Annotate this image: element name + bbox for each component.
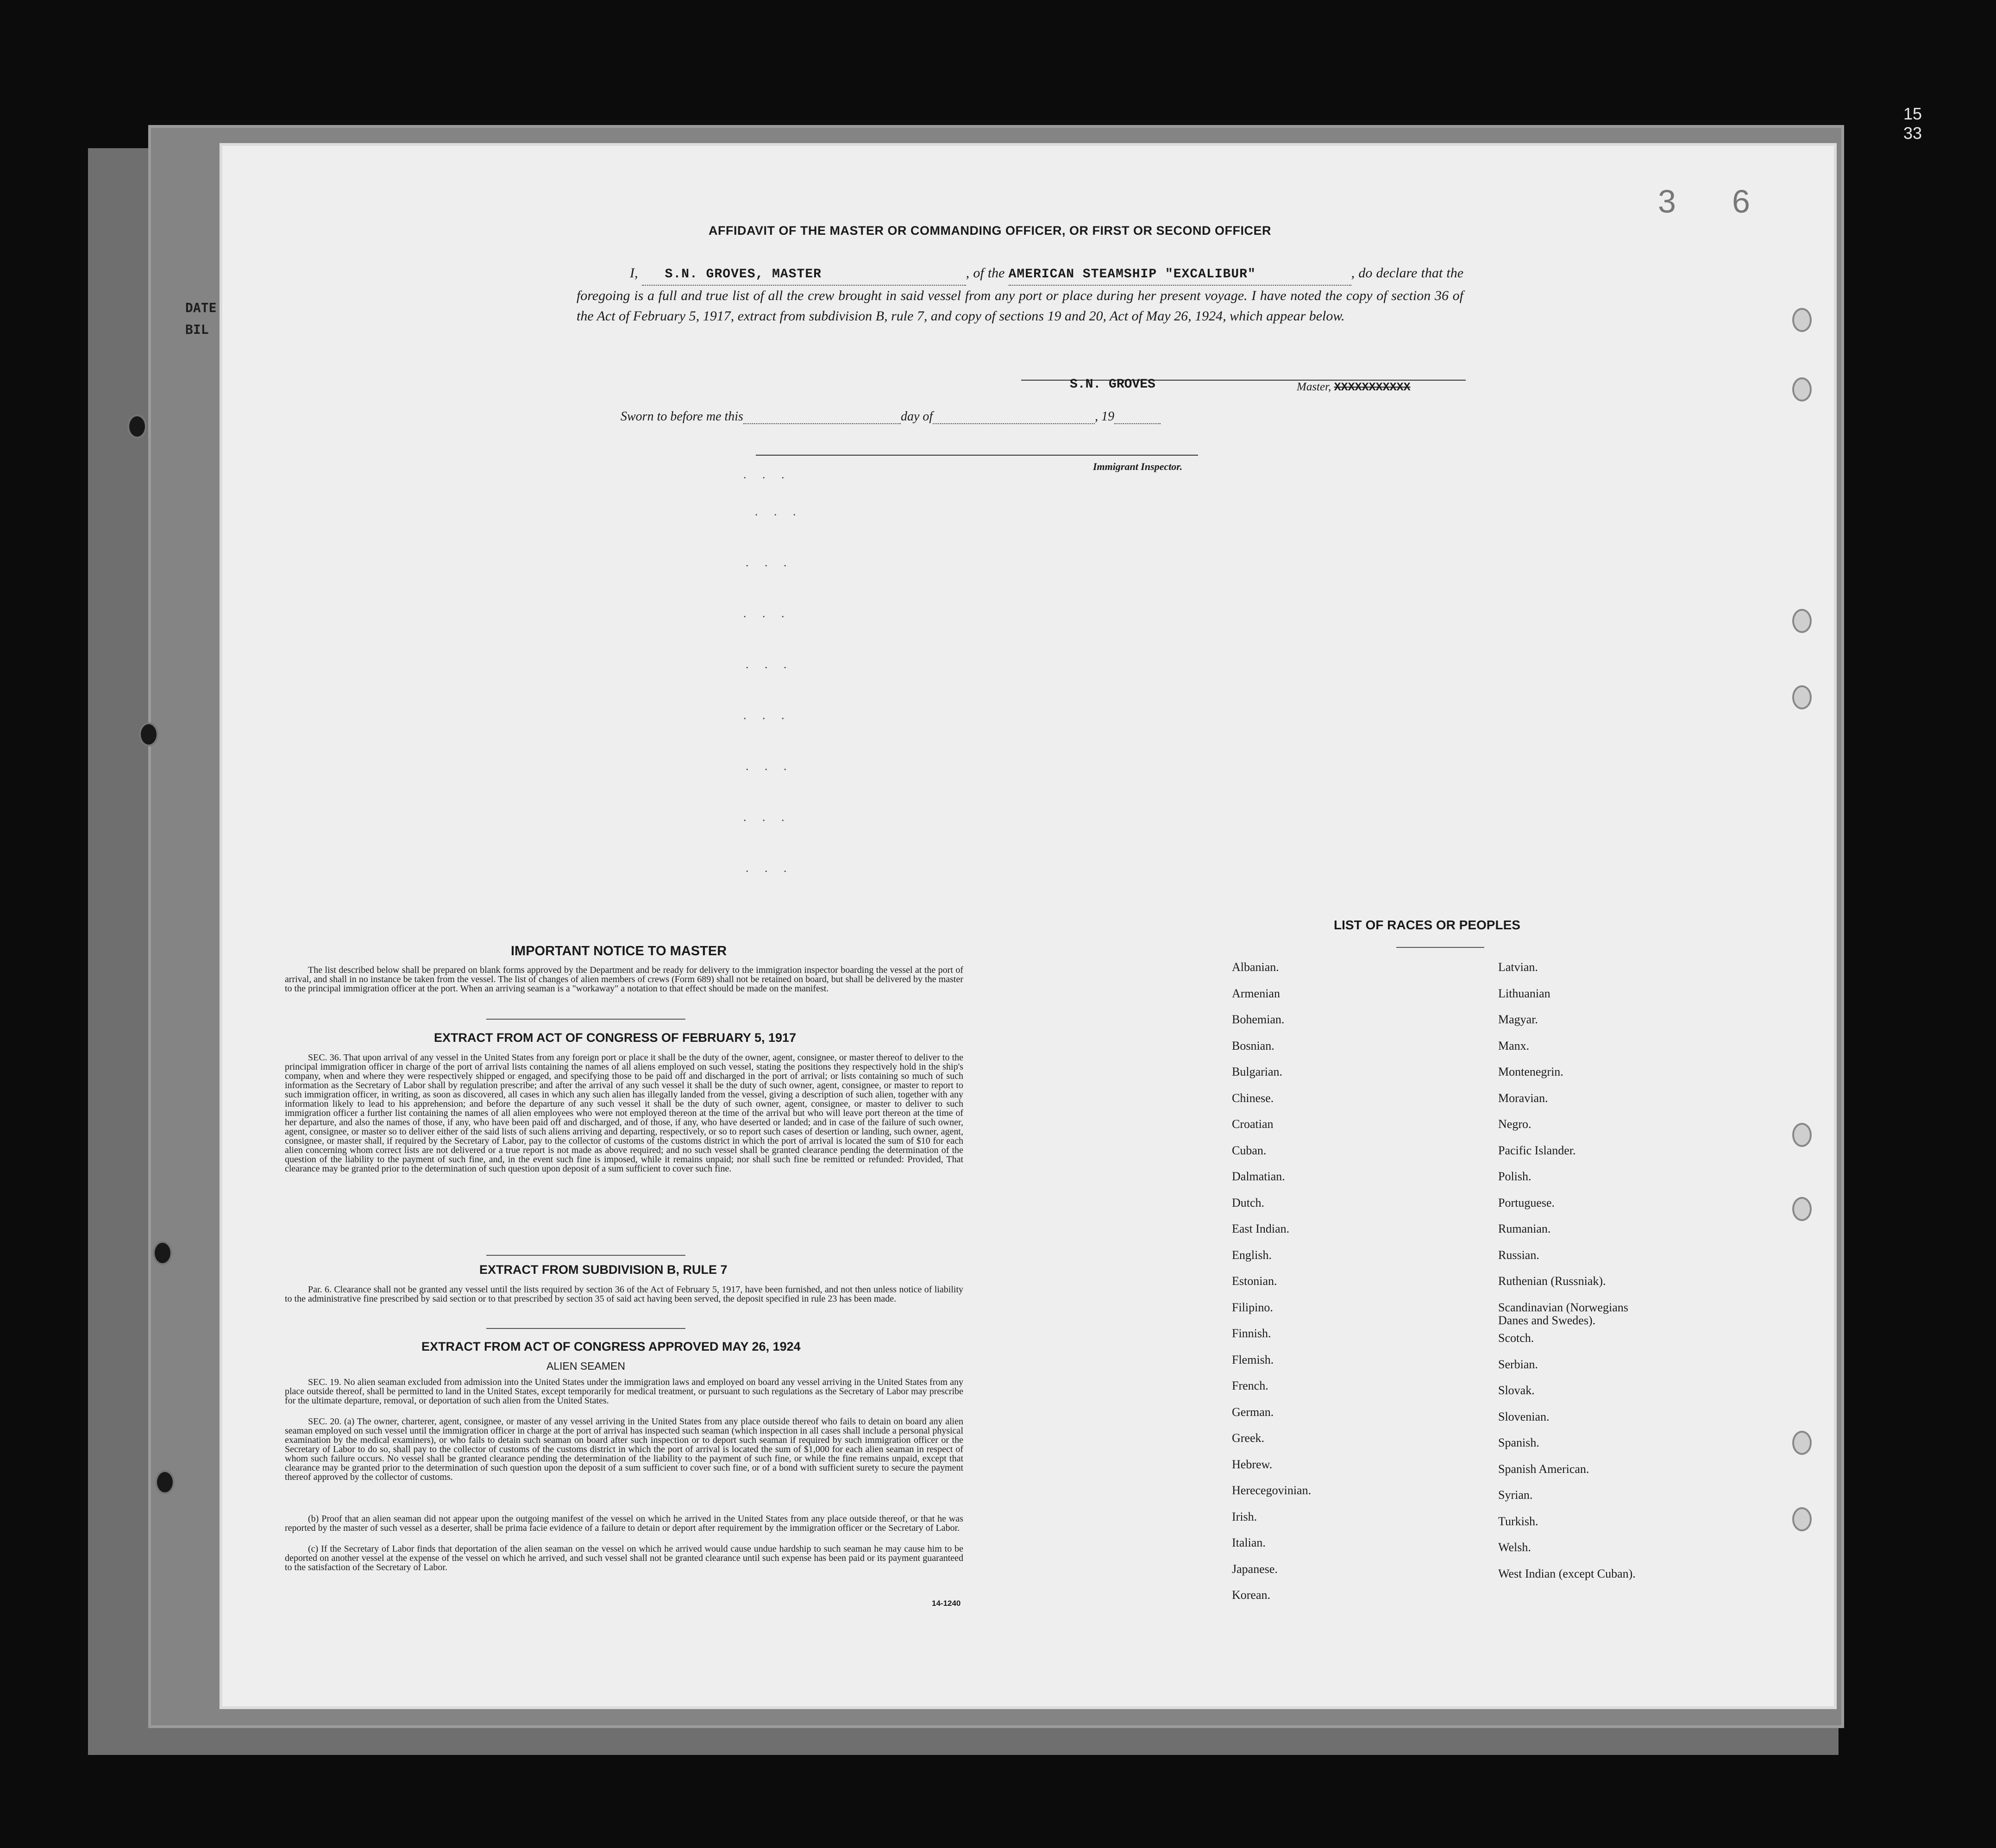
sec19-text: SEC. 19. No alien seaman excluded from admission into the United States under the immigration laws and employed on board any vessel arriving in the United States from any place outside thereof, shall be permitted to land in the United States, except temporarily for medical treatment, or pursuant to such regulations as the Secretary of Labor may prescribe for the ultimate departure, removal, or deportation of such alien from the United States.	[285, 1377, 963, 1406]
affidavit-of-the: , of the	[966, 265, 1005, 281]
faint-dots: . . .	[746, 658, 793, 671]
race-item: Armenian	[1232, 986, 1280, 1000]
struck-text: XXXXXXXXXXX	[1334, 381, 1411, 394]
race-item: English.	[1232, 1248, 1272, 1262]
race-item: Syrian.	[1498, 1488, 1533, 1502]
divider	[486, 1019, 685, 1020]
extract-1917-text: SEC. 36. That upon arrival of any vessel in the United States from any foreign port or place it shall be the duty of the owner, agent, consignee, or master thereof to deliver to the principal immigration officer in charge of the port of arrival lists containing the names of all aliens employed on such vessel, stating the positions they respectively hold in the ship's company, when and where they were respectively shipped or engaged, and specifying those to be paid off and discharged in the port of arrival; or lists containing so much of such information as the Secretary of Labor shall by regulation prescribe; and after the arrival of any such vessel it shall be the duty of such owner, agent, consignee, or master to report to such immigration officer, in writing, as soon as discovered, all cases in which any such alien has illegally landed from the vessel, giving a description of such alien, together with any information likely to lead to his apprehension; and before the departure of any such vessel it shall be the duty of such owner, agent, consignee, or master to deliver to such immigration officer a further list containing the names of all alien employees who were not employed thereon at the time of the arrival but who will leave port thereon at the time of her departure, and also the names of those, if any, who have been paid off and discharged, and of those, if any, who have deserted or landed; and in case of the failure of such owner, agent, consignee, or master so to deliver either of the said lists of such aliens arriving and departing, respectively, or so to report such cases of desertion or landing, such owner, agent, consignee, or master shall, if required by the Secretary of Labor, pay to the collector of customs of the customs district in which the port of arrival is located the sum of $10 for each alien concerning whom correct lists are not delivered or a true report is not made as above required; and no such vessel shall be granted clearance pending the determination of the question of the liability to the payment of such fine, and, in the event such fine is imposed, while it remains unpaid; nor shall such fine be remitted or refunded: Provided, That clearance may be granted prior to the determination of such question upon deposit of a sum sufficient to cover such fine.	[285, 1052, 963, 1174]
page-number-right: 6	[1732, 183, 1750, 219]
inspector-label: Immigrant Inspector.	[1093, 461, 1183, 472]
inspector-signature-line	[756, 455, 1198, 456]
affidavit-text: that the foregoing is a full and true list of all the crew brought in said vessel from any port or place during her present voyage. I have noted the copy of section 36 of the Act of February 5, 1917, extract from subdivision B, rule 7, and copy of sections 19 and 20, Act of May 26, 1924, which appear below.	[577, 265, 1464, 324]
sec20c-text: (c) If the Secretary of Labor finds that deportation of the alien seaman on the vessel on which he arrived would cause undue hardship to such seaman he may cause him to be deported on another vessel at the expense of the vessel on which he arrived, and such vessel shall not be granted clearance until such expense has been paid or its payment guaranteed to the satisfaction of the Secretary of Labor.	[285, 1544, 963, 1572]
punch-hole	[1792, 1197, 1812, 1221]
extract-1917-title: EXTRACT FROM ACT OF CONGRESS OF FEBRUARY 5, 1917	[434, 1031, 797, 1045]
punch-hole	[1792, 377, 1812, 401]
race-item: Spanish American.	[1498, 1462, 1589, 1476]
race-item: Rumanian.	[1498, 1222, 1551, 1235]
sworn-text: Sworn to before me this	[621, 409, 743, 424]
extract-1924-subtitle: ALIEN SEAMEN	[546, 1360, 625, 1372]
extract-1924-title: EXTRACT FROM ACT OF CONGRESS APPROVED MAY 26, 1924	[421, 1340, 801, 1353]
faint-dots: . . .	[746, 861, 793, 875]
race-item: Dalmatian.	[1232, 1170, 1285, 1183]
affidavit-declare: , do declare	[1351, 265, 1418, 281]
punch-hole	[1792, 1123, 1812, 1147]
race-item: Flemish.	[1232, 1353, 1274, 1366]
race-item: Pacific Islander.	[1498, 1143, 1576, 1157]
race-item: Portuguese.	[1498, 1196, 1555, 1209]
races-title: LIST OF RACES OR PEOPLES	[1334, 918, 1520, 932]
race-item: Croatian	[1232, 1117, 1274, 1131]
notice-title: IMPORTANT NOTICE TO MASTER	[511, 944, 727, 958]
race-item: Hebrew.	[1232, 1457, 1273, 1471]
sec20a-text: SEC. 20. (a) The owner, charterer, agent, consignee, or master of any vessel arriving in the United States from any place outside thereof who fails to detain on board any alien seaman employed on such vessel until the immigration officer in charge at the port of arrival has inspected such seaman (which inspection in all cases shall include a personal physical examination by the medical examiners), or who fails to detain such seaman on board after such inspection or to deport such seaman if required by such immigration officer or the Secretary of Labor to do so, shall pay to the collector of customs of the customs district in which the port of arrival is located the sum of $1,000 for each alien seaman in respect of whom such failure occurs. No vessel shall be granted clearance pending the determination of the liability to the payment of such fine, or while the fine remains unpaid, except that clearance may be granted prior to the determination of such question upon the deposit of a sum sufficient to cover such fine, or of a bond with sufficient surety to secure the payment thereof approved by the collector of customs.	[285, 1416, 963, 1482]
master-label	[1297, 381, 1411, 394]
divider	[1396, 947, 1484, 948]
faint-dots: . . .	[743, 810, 791, 824]
edge-label-bil: BIL	[185, 322, 209, 337]
binder-hole	[139, 722, 158, 746]
race-item: Russian.	[1498, 1248, 1539, 1262]
sworn-day-field[interactable]	[743, 412, 901, 424]
race-item: Japanese.	[1232, 1562, 1278, 1576]
edge-label-date: DATE	[185, 300, 217, 315]
race-item: Estonian.	[1232, 1274, 1277, 1288]
punch-hole	[1792, 609, 1812, 633]
sworn-year-field[interactable]	[1114, 412, 1161, 424]
faint-dots: . . .	[743, 468, 791, 481]
faint-dots: . . .	[746, 556, 793, 569]
race-item: Greek.	[1232, 1431, 1265, 1445]
sworn-line	[621, 409, 1161, 424]
race-item: Latvian.	[1498, 960, 1538, 974]
race-item: Albanian.	[1232, 960, 1279, 974]
page-number-left: 3	[1658, 183, 1676, 219]
master-text: Master,	[1297, 381, 1331, 393]
race-item: Chinese.	[1232, 1091, 1274, 1105]
race-item: Slovak.	[1498, 1384, 1535, 1397]
race-item: Bosnian.	[1232, 1039, 1274, 1052]
race-item: German.	[1232, 1405, 1274, 1419]
race-item: Scandinavian (Norwegians Danes and Swedes).	[1498, 1300, 1628, 1327]
affidavit-body	[577, 263, 1463, 326]
race-item: Italian.	[1232, 1536, 1266, 1549]
binder-hole	[153, 1241, 172, 1265]
race-item: Serbian.	[1498, 1357, 1538, 1371]
race-item: Korean.	[1232, 1588, 1271, 1602]
sec20b-text: (b) Proof that an alien seaman did not appear upon the outgoing manifest of the vessel on which he arrived in the United States from any place outside thereof, or that he was reported by the master of such vessel as a deserter, shall be prima facie evidence of a failure to detain or deport after requirement by the immigration officer or the Secretary of Labor.	[285, 1514, 963, 1533]
corner-note: 15 33	[1903, 104, 1922, 143]
race-item: Herecegovinian.	[1232, 1484, 1312, 1497]
race-item: Turkish.	[1498, 1514, 1538, 1528]
sworn-month-field[interactable]	[933, 412, 1095, 424]
race-item: Lithuanian	[1498, 986, 1550, 1000]
race-item: Polish.	[1498, 1170, 1532, 1183]
faint-dots: . . .	[755, 505, 803, 518]
form-number: 14-1240	[932, 1599, 961, 1608]
affidavit-i: I,	[630, 265, 638, 281]
affidavit-title: AFFIDAVIT OF THE MASTER OR COMMANDING OFFICER, OR FIRST OR SECOND OFFICER	[709, 224, 1271, 238]
race-item: Irish.	[1232, 1510, 1257, 1523]
faint-dots: . . .	[746, 759, 793, 773]
master-signature: S.N. GROVES	[1070, 377, 1155, 392]
extract-rule7-text: Par. 6. Clearance shall not be granted any vessel until the lists required by section 36 of the Act of February 5, 1917, have been furnished, and not then unless notice of liability to the administrative fine prescribed by said section or to that prescribed by section 35 of said act having been served, the deposit specified in rule 23 has been made.	[285, 1284, 963, 1304]
faint-dots: . . .	[743, 708, 791, 722]
extract-rule7-title: EXTRACT FROM SUBDIVISION B, RULE 7	[479, 1263, 728, 1277]
faint-dots: . . .	[743, 607, 791, 620]
race-item: Ruthenian (Russniak).	[1498, 1274, 1606, 1288]
master-name-field[interactable]: S.N. GROVES, MASTER	[642, 264, 966, 286]
race-item: East Indian.	[1232, 1222, 1290, 1235]
punch-hole	[1792, 308, 1812, 332]
race-item: Cuban.	[1232, 1143, 1267, 1157]
divider	[486, 1328, 685, 1329]
punch-hole	[1792, 1431, 1812, 1455]
race-item: Montenegrin.	[1498, 1065, 1563, 1078]
punch-hole	[1792, 685, 1812, 709]
race-item: West Indian (except Cuban).	[1498, 1566, 1636, 1580]
race-item: Bulgarian.	[1232, 1065, 1283, 1078]
year-prefix: , 19	[1095, 409, 1115, 424]
race-item: Negro.	[1498, 1117, 1532, 1131]
race-item: Manx.	[1498, 1039, 1530, 1052]
binder-hole	[155, 1470, 175, 1494]
race-item: Finnish.	[1232, 1327, 1271, 1340]
divider	[486, 1255, 685, 1256]
race-item: Moravian.	[1498, 1091, 1548, 1105]
vessel-name-field[interactable]: AMERICAN STEAMSHIP "EXCALIBUR"	[1009, 264, 1351, 286]
race-item: Welsh.	[1498, 1541, 1531, 1554]
race-item: Spanish.	[1498, 1436, 1539, 1449]
race-item: Dutch.	[1232, 1196, 1265, 1209]
notice-text: The list described below shall be prepared on blank forms approved by the Department and be ready for delivery to the immigration inspector boarding the vessel at the port of arrival, and shall in no instance be taken from the vessel. The list of changes of alien members of crews (Form 689) shall not be retained on board, but shall be delivered by the master to the principal immigration officer at the port. When an arriving seaman is a "workaway" a notation to that effect should be made on the manifest.	[285, 965, 963, 994]
binder-hole	[127, 414, 147, 439]
day-of-text: day of	[900, 409, 933, 424]
race-item: French.	[1232, 1379, 1268, 1392]
race-item: Slovenian.	[1498, 1409, 1550, 1423]
punch-hole	[1792, 1507, 1812, 1531]
race-item: Filipino.	[1232, 1300, 1273, 1314]
race-item: Magyar.	[1498, 1013, 1538, 1026]
race-item: Bohemian.	[1232, 1013, 1285, 1026]
race-item: Scotch.	[1498, 1331, 1534, 1345]
